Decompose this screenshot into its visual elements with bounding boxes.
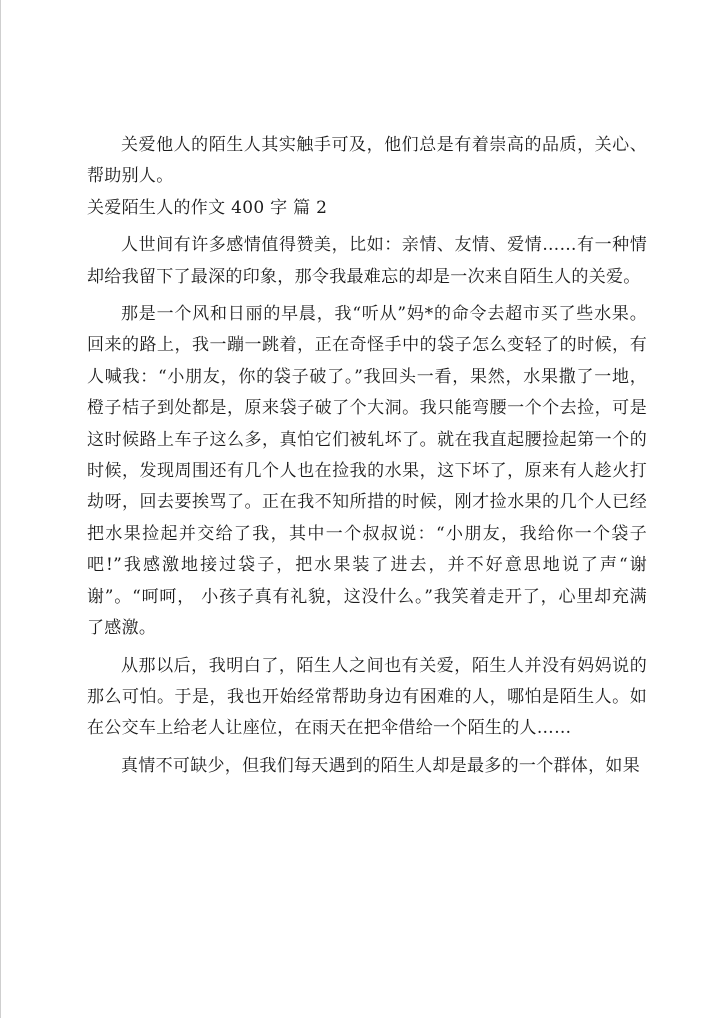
paragraph-opening: 人世间有许多感情值得赞美，比如：亲情、友情、爱情……有一种情却给我留下了最深的印象，那令我最难忘的却是一次来自陌生人的关爱。 [87,235,647,287]
paragraph-intro-conclusion: 关爱他人的陌生人其实触手可及，他们总是有着崇高的品质，关心、帮助别人。 [87,135,647,187]
section-heading: 关爱陌生人的作文 400 字 篇 2 [87,197,328,218]
paragraph-closing: 真情不可缺少，但我们每天遇到的陌生人却是最多的一个群体，如果 [121,755,640,776]
paragraph-reflection: 从那以后，我明白了，陌生人之间也有关爱，陌生人并没有妈妈说的那么可怕。于是，我也开始经常帮助身边有困难的人，哪怕是陌生人。如在公交车上给老人让座位，在雨天在把伞借给一个陌生的人…… [87,655,647,739]
document-body [87,130,647,782]
paragraph-story: 那是一个风和日丽的早晨，我“听从”妈*的命令去超市买了些水果。回来的路上，我一蹦一跳着，正在奇怪手中的袋子怎么变轻了的时候，有人喊我：“小朋友，你的袋子破了。”我回头一看，果然，水果撒了一地，橙子桔子到处都是，原来袋子破了个大洞。我只能弯腰一个个去捡，可是这时候路上车子这么多，真怕它们被轧坏了。就在我直起腰捡起第一个的时候，发现周围还有几个人也在捡我的水果，这下坏了，原来有人趁火打劫呀，回去要挨骂了。正在我不知所措的时候，刚才捡水果的几个人已经把水果捡起并交给了我，其中一个叔叔说：“小朋友，我给你一个袋子吧!”我感激地接过袋子，把水果装了进去，并不好意思地说了声“谢谢”。“呵呵， 小孩子真有礼貌，这没什么。”我笑着走开了，心里却充满了感激。 [87,304,647,639]
